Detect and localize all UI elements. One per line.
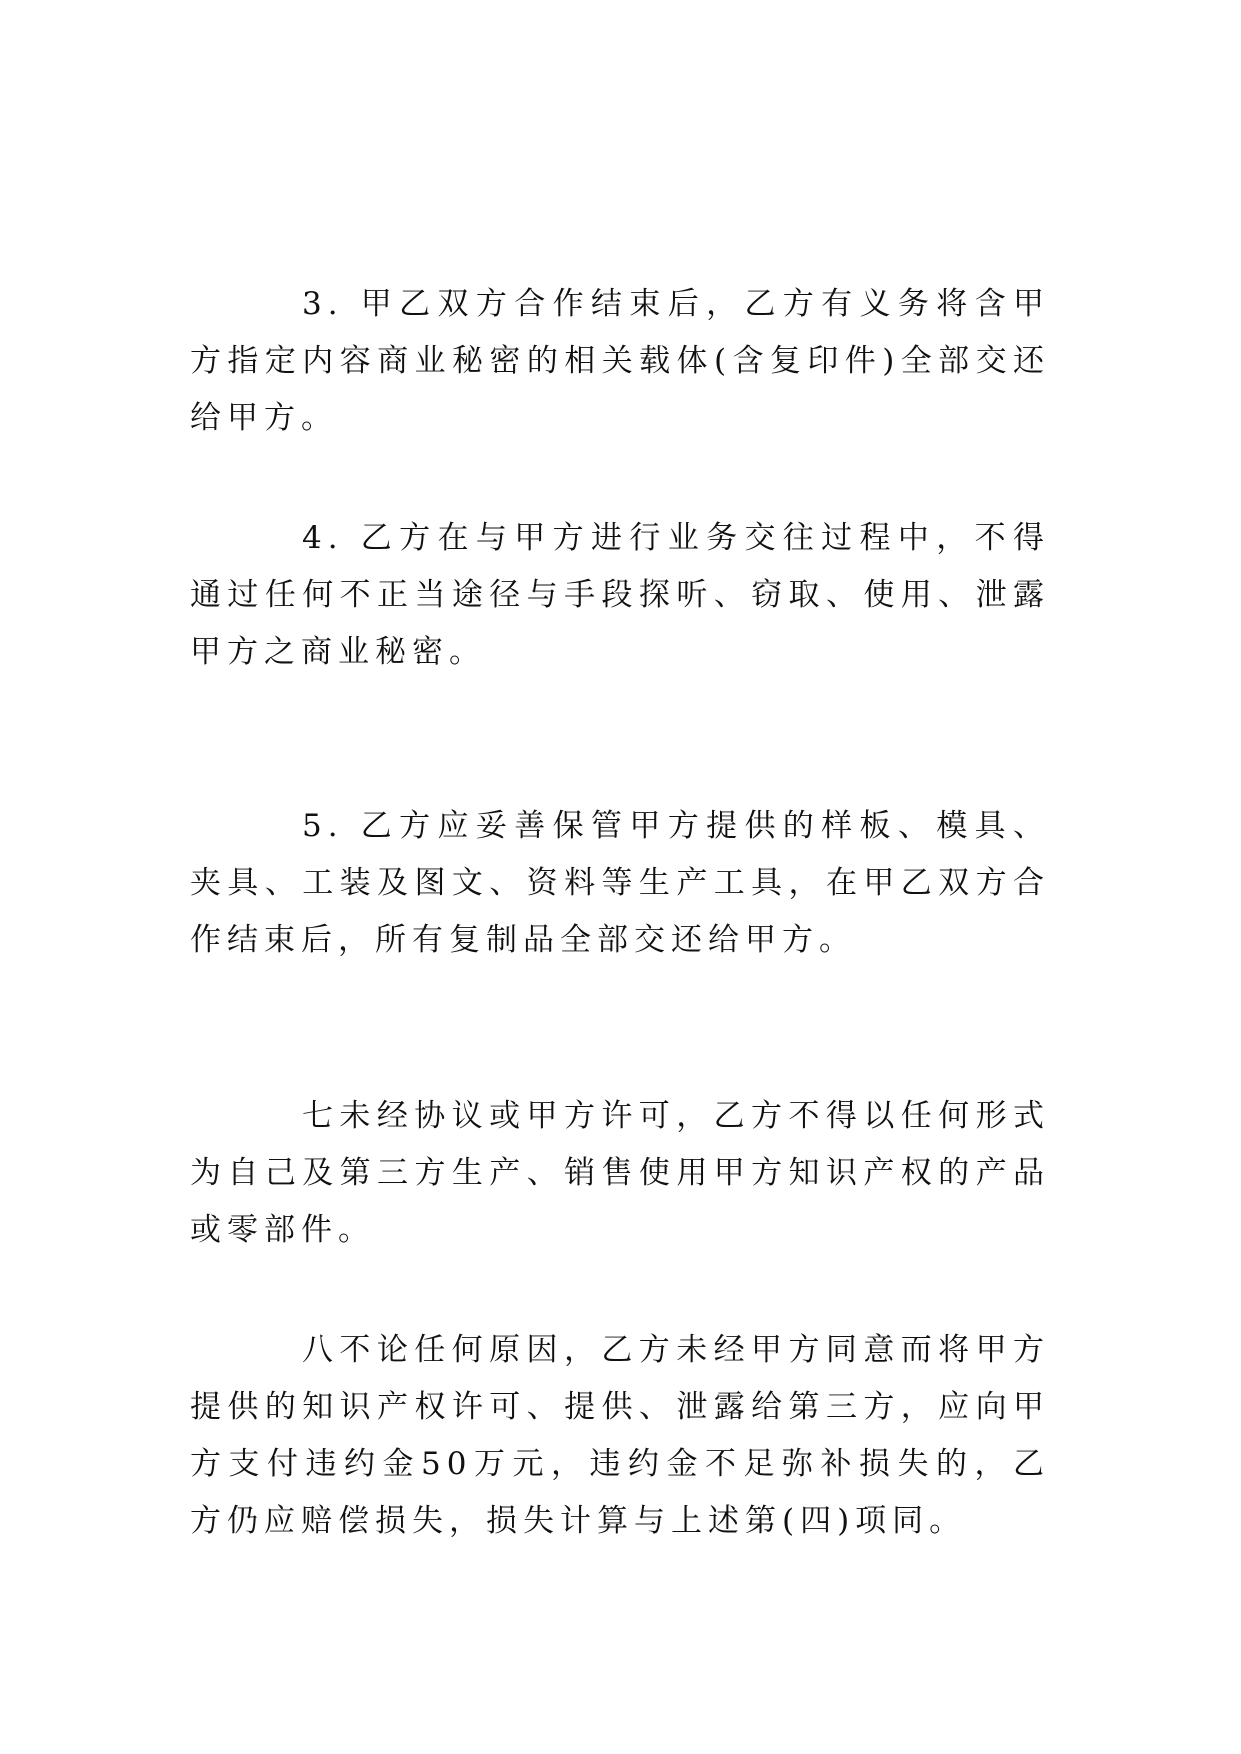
clause-4-paragraph: 4. 乙方在与甲方进行业务交往过程中，不得通过任何不正当途径与手段探听、窃取、使用、泄露甲方之商业秘密。 — [190, 520, 1050, 670]
clause-3-paragraph: 3. 甲乙双方合作结束后，乙方有义务将含甲方指定内容商业秘密的相关载体(含复印件)全部交还给甲方。 — [190, 286, 1050, 436]
article-eight-paragraph: 八不论任何原因，乙方未经甲方同意而将甲方提供的知识产权许可、提供、泄露给第三方，应向甲方支付违约金50万元，违约金不足弥补损失的，乙方仍应赔偿损失，损失计算与上述第(四)项同。 — [190, 1332, 1050, 1539]
clause-5-paragraph: 5. 乙方应妥善保管甲方提供的样板、模具、夹具、工装及图文、资料等生产工具，在甲乙双方合作结束后，所有复制品全部交还给甲方。 — [190, 808, 1050, 958]
article-seven-paragraph: 七未经协议或甲方许可，乙方不得以任何形式为自己及第三方生产、销售使用甲方知识产权的产品或零部件。 — [190, 1098, 1050, 1248]
